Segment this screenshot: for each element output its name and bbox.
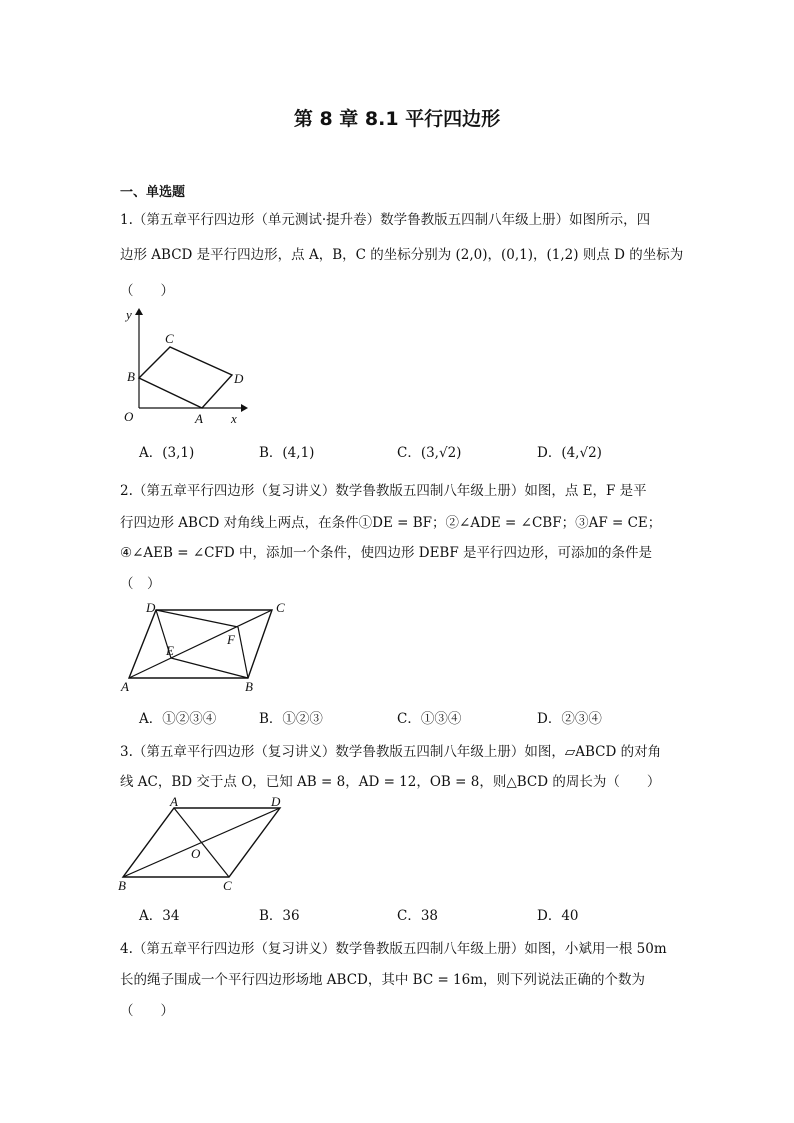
q1-option-b[interactable]: B．(4,1) [259, 445, 315, 461]
q1-label-c: C [165, 331, 174, 346]
q2-label-f: F [227, 632, 235, 647]
q2-option-d[interactable]: D．②③④ [537, 711, 602, 727]
q1-label-x: x [231, 411, 237, 426]
q3-label-b: B [118, 878, 126, 893]
q3-text-line-2: 线 AC，BD 交于点 O，已知 AB = 8，AD = 12，OB = 8，则△BCD 的周长为（ ） [120, 774, 661, 790]
q2-label-d: D [146, 600, 156, 615]
q3-option-b[interactable]: B．36 [259, 908, 300, 924]
q1-label-b: B [127, 369, 135, 384]
q1-label-o: O [124, 409, 134, 424]
q3-option-c[interactable]: C．38 [397, 908, 439, 924]
q1-label-d: D [234, 371, 244, 386]
q2-label-a: A [121, 679, 129, 694]
q2-label-b: B [245, 679, 253, 694]
q2-option-b[interactable]: B．①②③ [259, 711, 323, 727]
q3-label-c: C [223, 878, 232, 893]
page-title: 第 8 章 8.1 平行四边形 [293, 108, 501, 130]
q2-text-line-4: （ ） [120, 576, 161, 592]
q3-label-d: D [271, 795, 281, 809]
q1-label-y: y [126, 307, 132, 322]
q1-option-d[interactable]: D．(4,√2) [537, 445, 602, 461]
q2-text-line-3: ④∠AEB = ∠CFD 中，添加一个条件，使四边形 DEBF 是平行四边形，可添加的条件是 [120, 545, 653, 561]
q1-label-a: A [195, 411, 203, 426]
q2-option-c[interactable]: C．①③④ [397, 711, 462, 727]
q3-label-a: A [170, 795, 178, 809]
q2-option-a[interactable]: A．①②③④ [139, 711, 217, 727]
q1-parallelogram [139, 347, 232, 408]
q2-parallelogram-figure [115, 598, 295, 696]
q3-parallelogram-figure [115, 795, 295, 895]
q1-option-c[interactable]: C．(3,√2) [397, 445, 462, 461]
q3-text-line-1: 3.（第五章平行四边形（复习讲义）数学鲁教版五四制八年级上册）如图，▱ABCD 的对角 [120, 744, 662, 760]
q2-label-c: C [276, 600, 285, 615]
q1-text-line-1: 1.（第五章平行四边形（单元测试·提升卷）数学鲁教版五四制八年级上册）如图所示，四 [120, 212, 651, 228]
section-heading: 一、单选题 [120, 185, 186, 200]
q4-text-line-3: （ ） [120, 1003, 174, 1019]
q3-label-o: O [191, 846, 201, 861]
q4-text-line-2: 长的绳子围成一个平行四边形场地 ABCD，其中 BC = 16m，则下列说法正确的个数为 [120, 972, 646, 988]
q1-coordinate-figure [115, 305, 250, 430]
q1-text-line-3: （ ） [120, 283, 174, 299]
q2-text-line-1: 2.（第五章平行四边形（复习讲义）数学鲁教版五四制八年级上册）如图，点 E，F 是平 [120, 483, 647, 499]
q3-option-a[interactable]: A．34 [139, 908, 180, 924]
q3-option-d[interactable]: D．40 [537, 908, 579, 924]
q1-text-line-2: 边形 ABCD 是平行四边形，点 A，B，C 的坐标分别为 (2,0)，(0,1)，(1,2) 则点 D 的坐标为 [120, 247, 684, 263]
q4-text-line-1: 4.（第五章平行四边形（复习讲义）数学鲁教版五四制八年级上册）如图，小斌用一根 50m [120, 941, 667, 957]
q2-label-e: E [166, 643, 174, 658]
q1-option-a[interactable]: A．(3,1) [139, 445, 195, 461]
q2-text-line-2: 行四边形 ABCD 对角线上两点，在条件①DE = BF；②∠ADE = ∠CBF；③AF = CE； [120, 515, 662, 531]
